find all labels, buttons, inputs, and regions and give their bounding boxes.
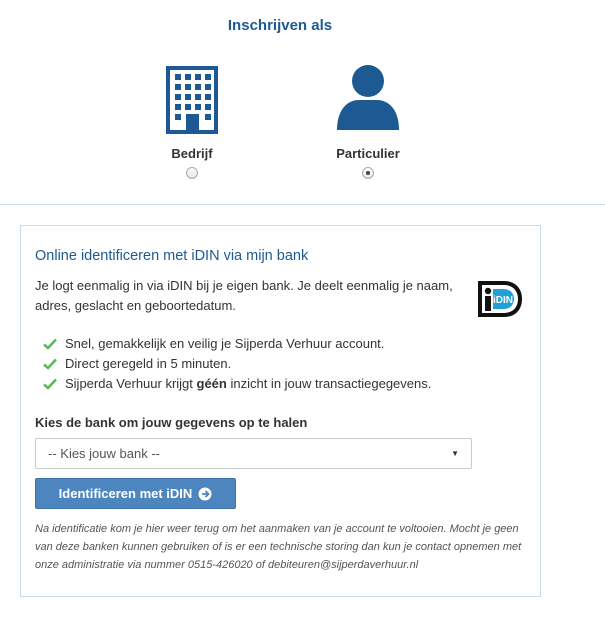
section-divider <box>0 204 605 205</box>
emphasis: géén <box>196 376 227 391</box>
footnote: Na identificatie kom je hier weer terug om het aanmaken van je account te voltooien. Mocht je geen van deze banken kunnen gebruiken of is er een technische storing dan kun je contact opnemen met onze administratie via nummer 0515-426020 of debiteuren@sijperdaverhuur.nl <box>35 523 522 571</box>
idin-logo-text: iDIN <box>493 295 513 306</box>
benefits-list <box>43 334 431 394</box>
caret-down-icon: ▼ <box>451 449 459 458</box>
panel-title: Online identificeren met iDIN via mijn bank <box>35 248 309 264</box>
list-item <box>43 354 431 374</box>
check-icon <box>43 358 57 370</box>
bedrijf-radio[interactable] <box>186 167 198 179</box>
benefit-text: Sijperda Verhuur krijgt géén inzicht in jouw transactiegegevens. <box>65 376 432 391</box>
bank-select-value: -- Kies jouw bank -- <box>48 446 160 461</box>
benefit-text: Snel, gemakkelijk en veilig je Sijperda Verhuur account. <box>65 336 385 351</box>
account-type-particulier-label: Particulier <box>336 146 400 161</box>
bank-select[interactable] <box>35 438 472 469</box>
account-type-bedrijf[interactable] <box>142 64 242 179</box>
account-type-particulier[interactable] <box>318 64 418 179</box>
list-item <box>43 334 431 354</box>
list-item <box>43 374 431 394</box>
idin-logo-icon <box>476 279 524 319</box>
idin-logo <box>476 279 524 319</box>
page-title: Inschrijven als <box>227 17 333 34</box>
check-icon <box>43 378 57 390</box>
button-label: Identificeren met iDIN <box>58 486 193 501</box>
benefit-text: Direct geregeld in 5 minuten. <box>65 356 232 371</box>
check-icon <box>43 338 57 350</box>
identify-with-idin-button[interactable] <box>35 478 236 509</box>
building-icon[interactable] <box>142 64 242 136</box>
bank-select-label: Kies de bank om jouw gegevens op te halen <box>35 415 308 430</box>
person-icon[interactable] <box>318 64 418 136</box>
account-type-bedrijf-label: Bedrijf <box>171 146 213 161</box>
particulier-radio[interactable] <box>362 167 374 179</box>
circle-arrow-right-icon <box>198 487 212 501</box>
intro-text: Je logt eenmalig in via iDIN bij je eigen bank. Je deelt eenmalig je naam, adres, geslacht en geboortedatum. <box>35 278 453 313</box>
idin-panel <box>20 225 541 597</box>
